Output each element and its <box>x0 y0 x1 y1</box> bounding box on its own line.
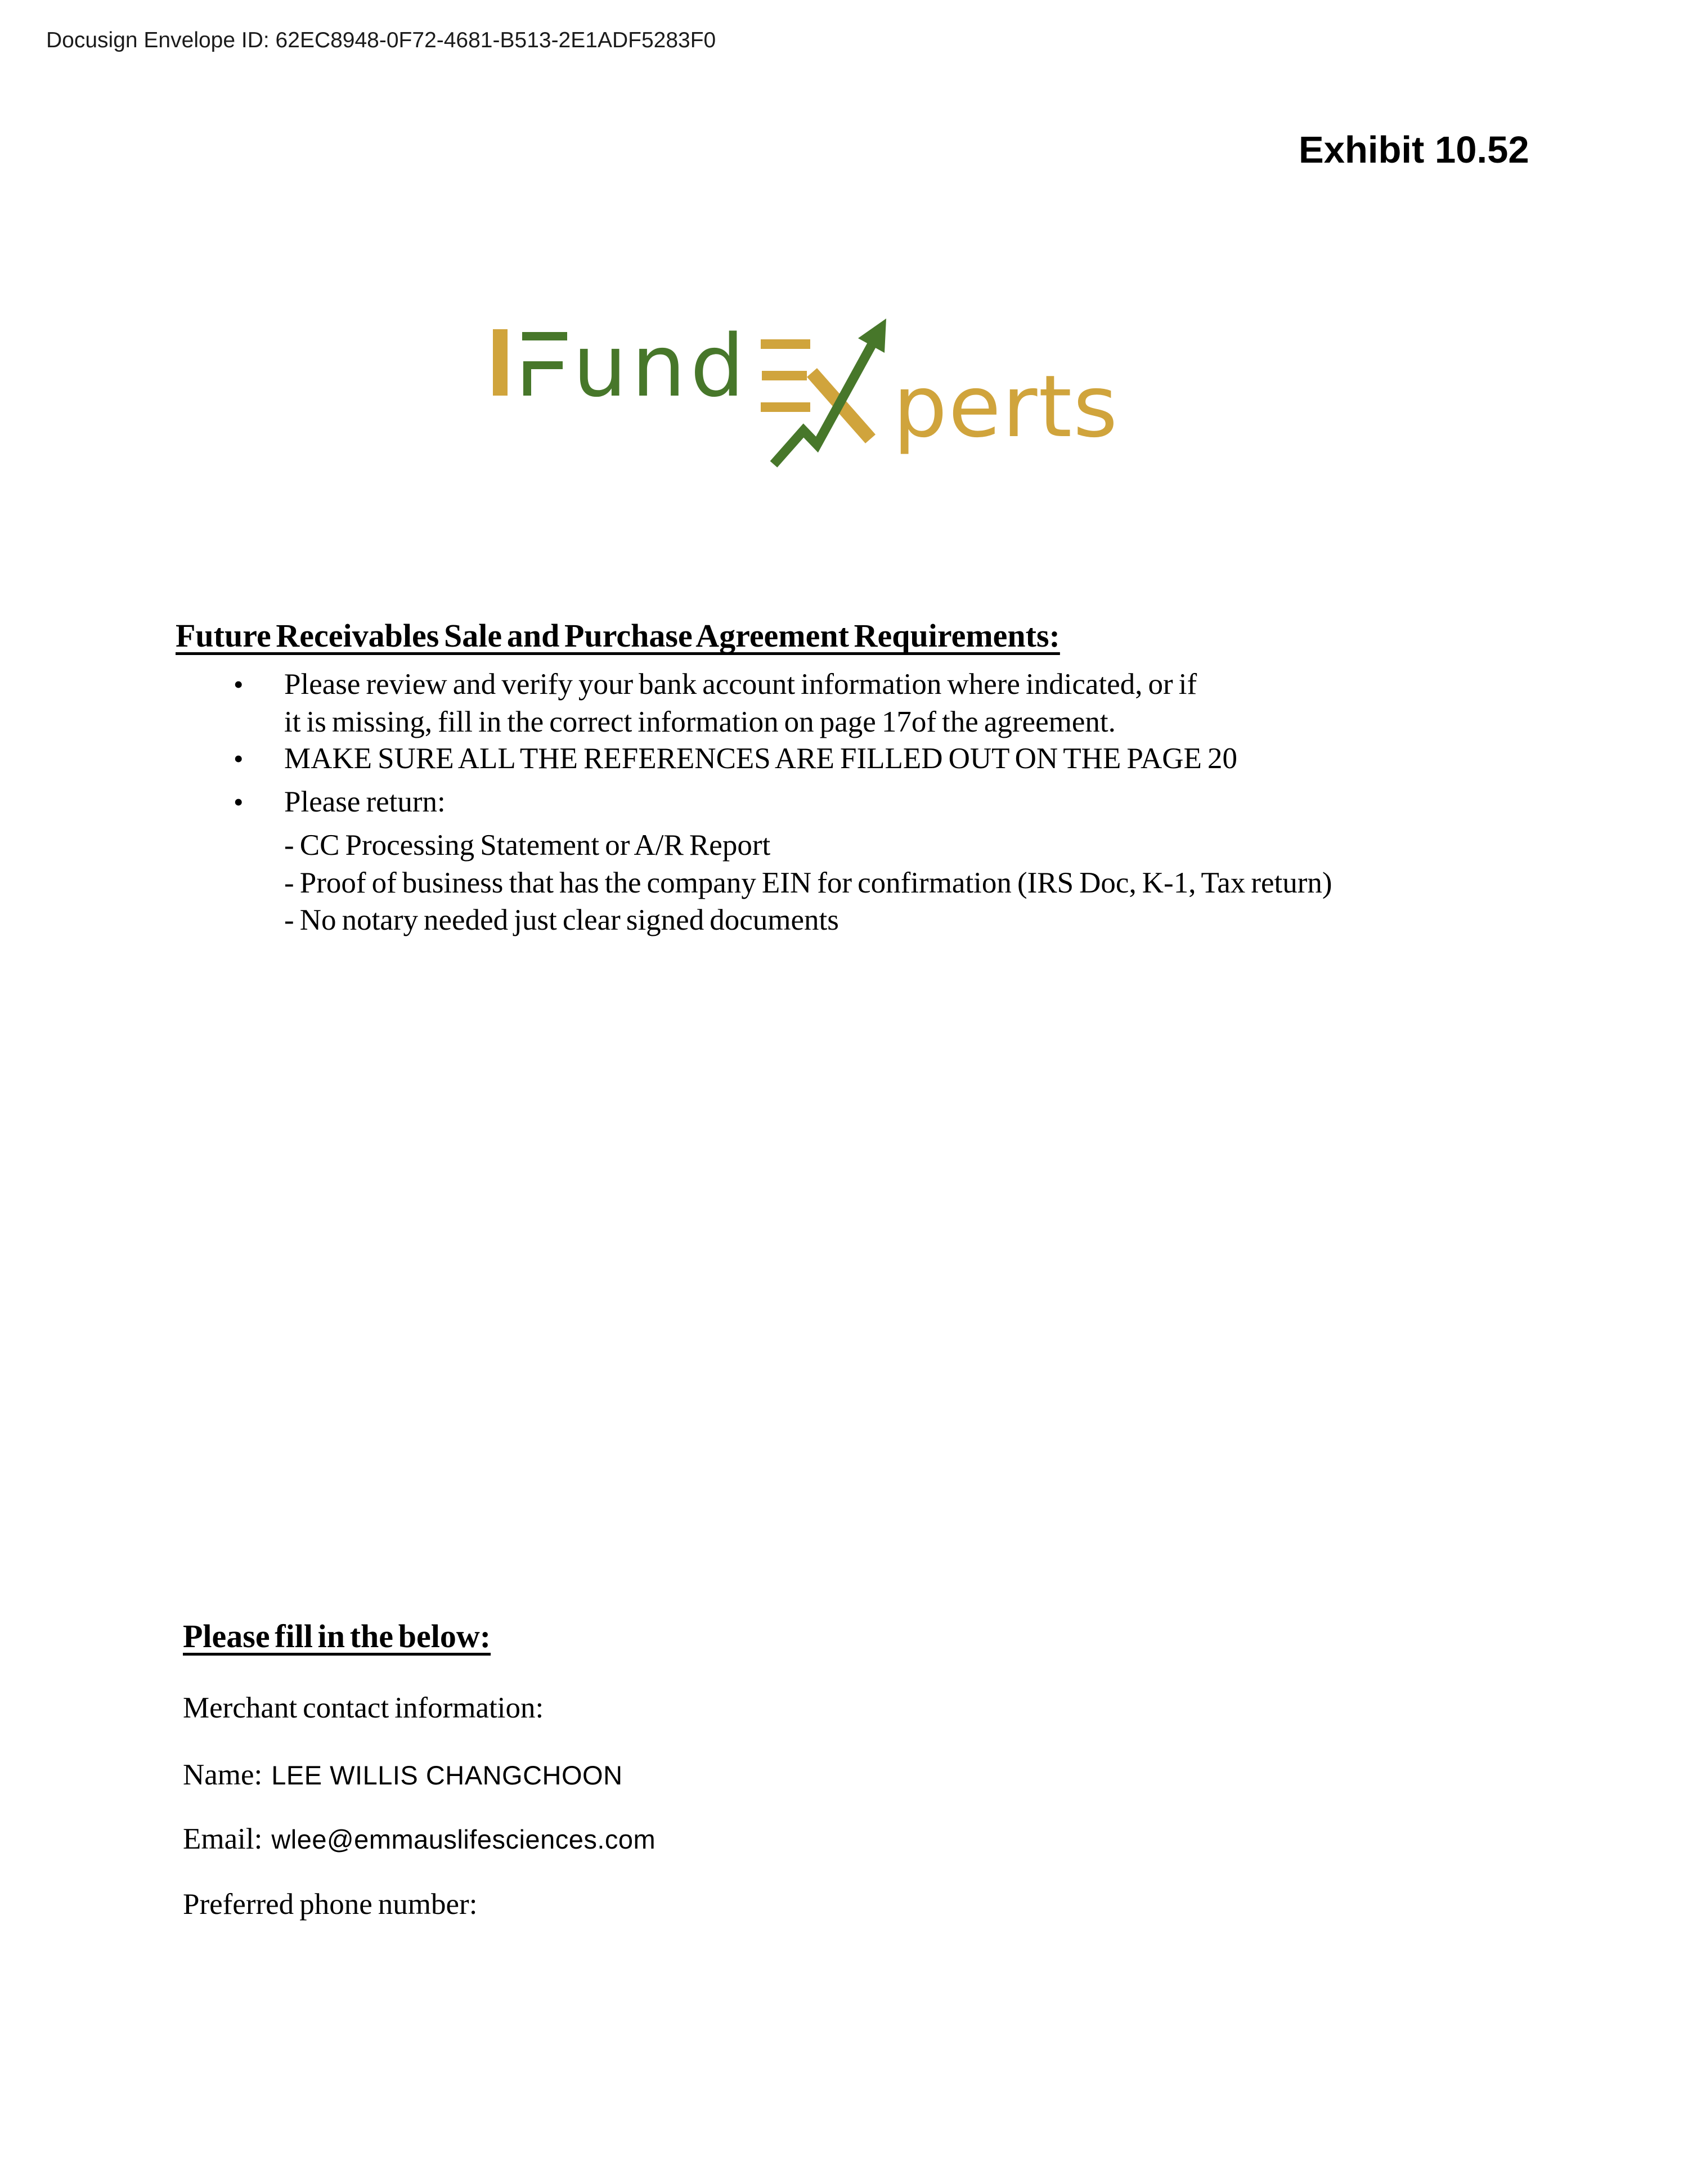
ifundexperts-logo-graphic <box>492 304 1120 473</box>
fill-section-heading: Please fill in the below: <box>183 1618 491 1654</box>
logo-letter-e <box>761 339 810 412</box>
bullet-marker: • <box>234 743 244 774</box>
name-row <box>183 1758 623 1792</box>
phone-row <box>183 1887 486 1921</box>
logo-text-perts: perts <box>893 357 1119 456</box>
return-item-no-notary: - No notary needed just clear signed documents <box>284 904 839 936</box>
return-item-proof-of-business: - Proof of business that has the company EIN for confirmation (IRS Doc, K-1, Tax return) <box>284 867 1332 899</box>
requirements-heading: Future Receivables Sale and Purchase Agreement Requirements: <box>176 617 1060 654</box>
exhibit-label: Exhibit 10.52 <box>1299 129 1529 171</box>
bullet-marker: • <box>234 786 244 818</box>
phone-label: Preferred phone number: <box>183 1888 478 1921</box>
ifundexperts-logo <box>492 304 1120 473</box>
name-label: Name: <box>183 1759 263 1791</box>
bullet1-line2: it is missing, fill in the correct information on page 17of the agreement. <box>284 706 1116 738</box>
return-item-cc-statement: - CC Processing Statement or A/R Report <box>284 829 771 862</box>
docusign-envelope-id: Docusign Envelope ID: 62EC8948-0F72-4681-B513-2E1ADF5283F0 <box>46 28 716 52</box>
email-field-value[interactable]: wlee@emmauslifesciences.com <box>271 1824 656 1854</box>
email-row <box>183 1822 656 1856</box>
logo-text-und: und <box>573 316 749 416</box>
bullet2-line: MAKE SURE ALL THE REFERENCES ARE FILLED OUT ON THE PAGE 20 <box>284 742 1237 775</box>
email-label: Email: <box>183 1823 263 1855</box>
bullet-marker: • <box>234 669 244 700</box>
bullet1-line1: Please review and verify your bank account information where indicated, or if <box>284 668 1197 701</box>
logo-letter-f <box>522 332 567 396</box>
merchant-contact-intro: Merchant contact information: <box>183 1692 544 1724</box>
logo-letter-i <box>493 329 508 396</box>
bullet3-line: Please return: <box>284 786 446 818</box>
name-field-value[interactable]: LEE WILLIS CHANGCHOON <box>271 1760 623 1790</box>
